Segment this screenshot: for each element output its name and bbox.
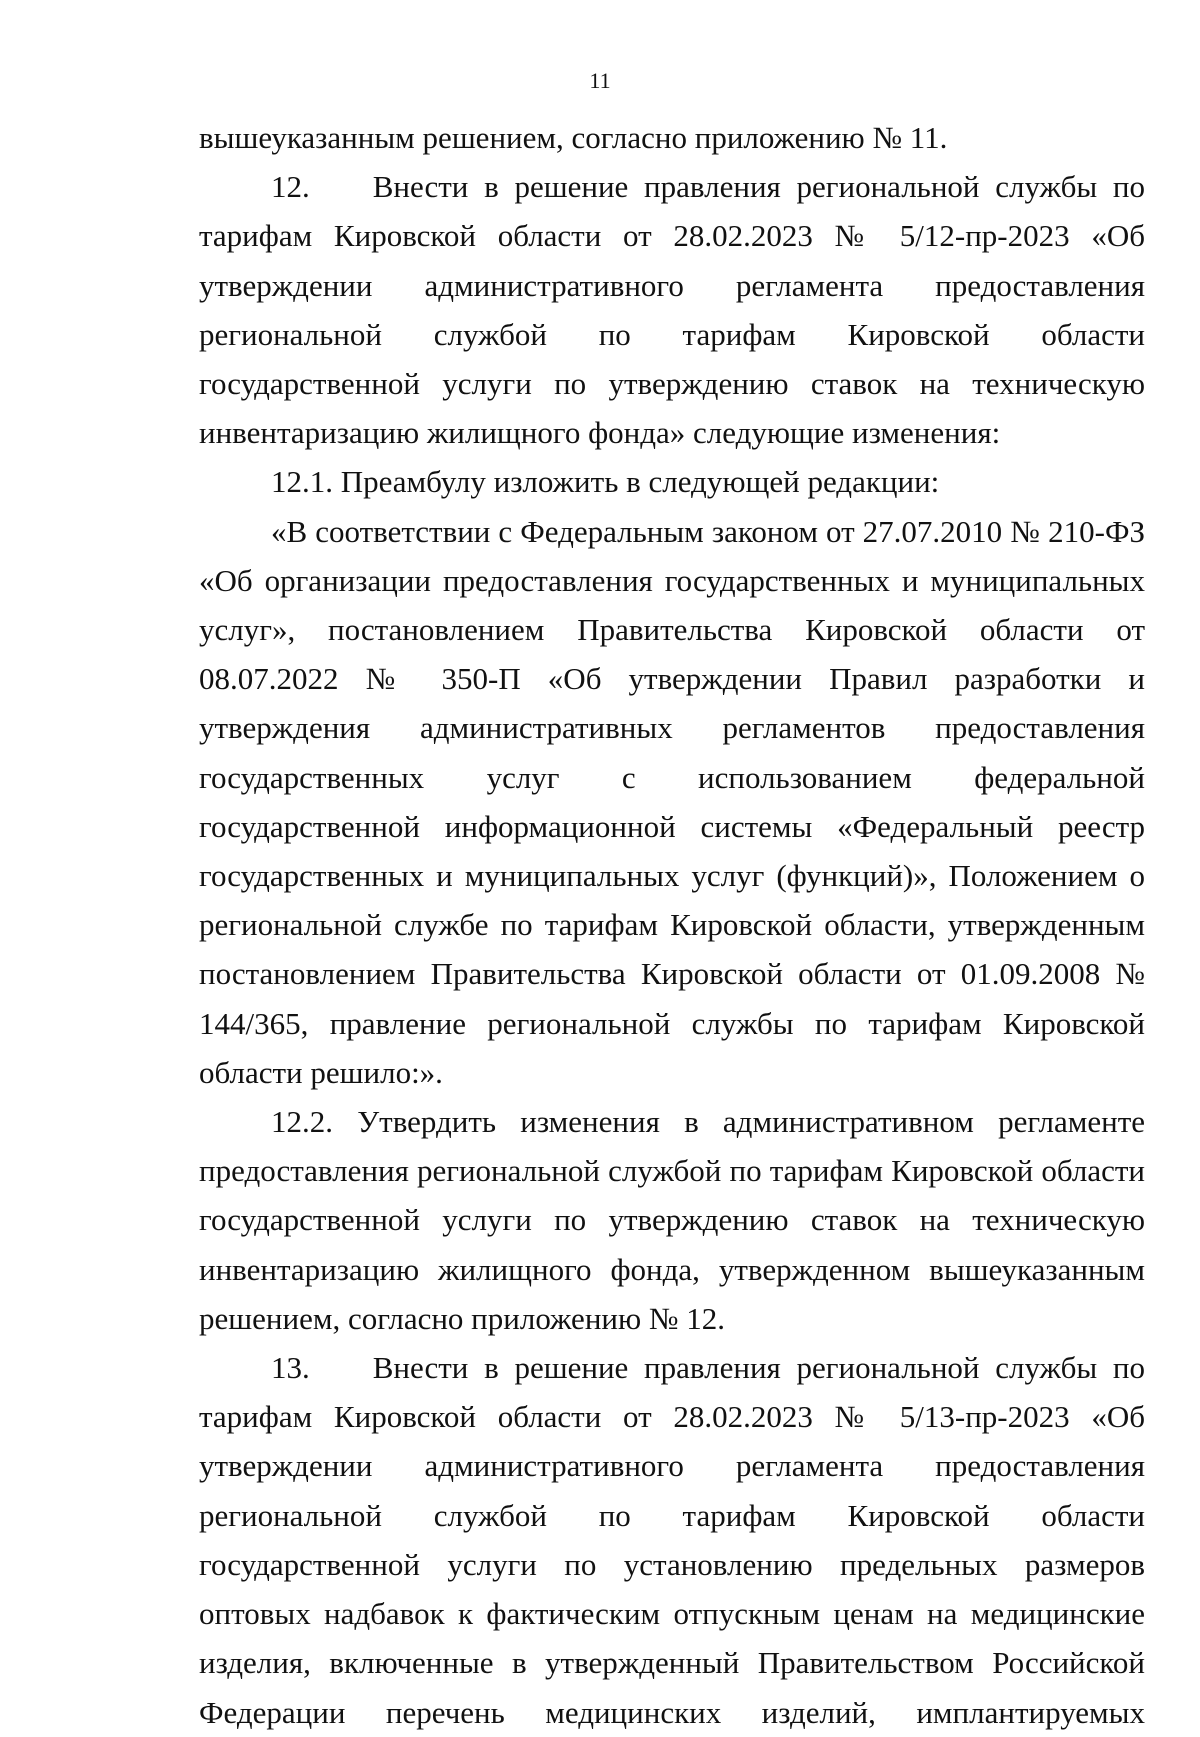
paragraph-item-12-2: 12.2. Утвердить изменения в административном регламенте предоставления региональной службой по тарифам Кировской области государственной услуги по утверждению ставок на техническую инвентаризацию жилищного фонда, утвержденном вышеуказанным решением, согласно приложению № 12. xyxy=(199,1104,1145,1336)
paragraph-continuation: вышеуказанным решением, согласно приложению № 11. xyxy=(199,120,948,155)
paragraph-item-12-1: 12.1. Преамбулу изложить в следующей редакции: xyxy=(271,464,940,500)
paragraph-item-12: 12. Внести в решение правления региональной службы по тарифам Кировской области от 28.02.2023 № 5/12-пр-2023 «Об утверждении административного регламента предоставления региональной службой по тарифам Кировской области государственной услуги по утверждению ставок на техническую инвентаризацию жилищного фонда» следующие изменения: xyxy=(199,169,1153,451)
paragraph-preamble-quote: «В соответствии с Федеральным законом от 27.07.2010 № 210-ФЗ «Об организации предоставления государственных и муниципальных услуг», постановлением Правительства Кировской области от 08.07.2022 № 350-П «Об утверждении Правил разработки и утверждения административных регламентов предоставления государственных услуг с использованием федеральной государственной информационной системы «Федеральный реестр государственных и муниципальных услуг (функций)», Положением о региональной службе по тарифам Кировской области, утвержденным постановлением Правительства Кировской области от 01.09.2008 № 144/365, правление региональной службы по тарифам Кировской области решило:». xyxy=(199,513,1145,1090)
document-body xyxy=(199,113,1153,1737)
paragraph-item-13: 13. Внести в решение правления региональной службы по тарифам Кировской области от 28.02.2023 № 5/13-пр-2023 «Об утверждении административного регламента предоставления региональной службой по тарифам Кировской области государственной услуги по установлению предельных размеров оптовых надбавок к фактическим отпускным ценам на медицинские изделия, включенные в утвержденный Правительством Российской Федерации перечень медицинских изделий, имплантируемых xyxy=(199,1350,1153,1730)
page-number: 11 xyxy=(589,68,611,93)
